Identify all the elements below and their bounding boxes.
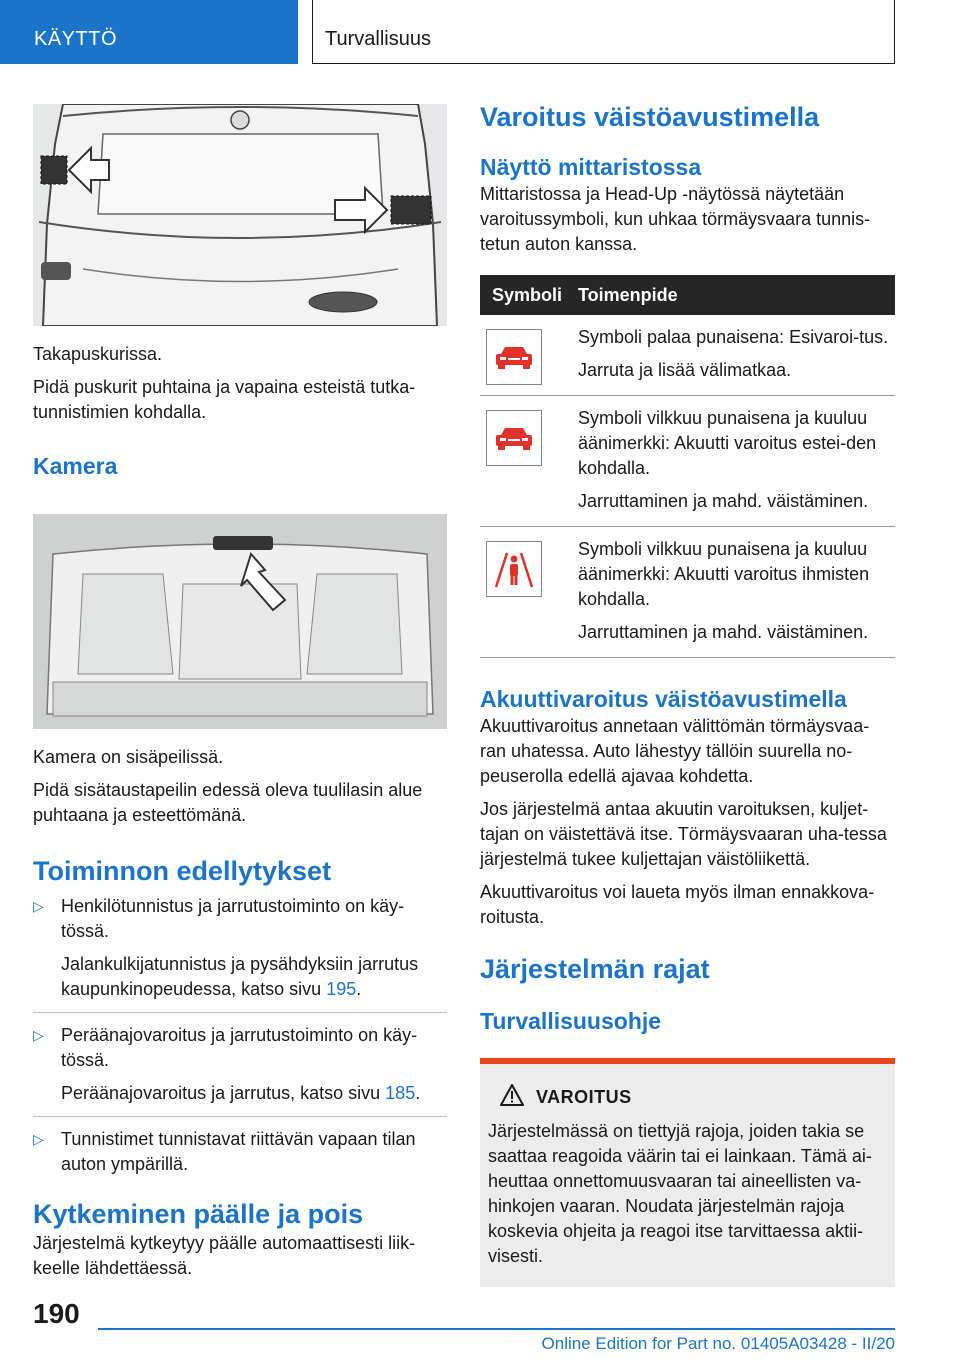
table-row bbox=[480, 527, 895, 658]
left-column bbox=[33, 104, 447, 1281]
action-text: Jarruta ja lisää välimatkaa. bbox=[578, 360, 792, 380]
paragraph-switch: Järjestelmä kytkeytyy päälle automaattisesti liik-keelle lähdettäessä. bbox=[33, 1233, 416, 1278]
rear-bumper-illustration bbox=[33, 104, 447, 326]
table-header-symbol: Symboli bbox=[480, 275, 572, 315]
list-item-subtext: Peräänajovaroitus ja jarrutus, katso sivu 185. bbox=[61, 1083, 421, 1103]
action-text: Jarruttaminen ja mahd. väistäminen. bbox=[578, 491, 869, 511]
paragraph-display-intro: Mittaristossa ja Head-Up -näytössä näytetään varoitussymboli, kun uhkaa törmäysvaara tunnis-tetun auton kanssa. bbox=[480, 184, 871, 254]
triangle-bullet-icon: ▷ bbox=[33, 898, 44, 914]
warning-text: Järjestelmässä on tiettyjä rajoja, joiden takia se saattaa reagoida väärin tai ei lainkaan. Tämä ai-heuttaa onnettomuusvaaran tai aineellisten va-hinkojen vaaran. Noudata järjestelmän rajoja koskevia ohjeita ja reagoi itse tarvittaessa aktii-visesti. bbox=[488, 1121, 872, 1266]
heading-safety: Turvallisuusohje bbox=[480, 1008, 662, 1034]
heading-kamera: Kamera bbox=[33, 453, 118, 479]
warning-title: VAROITUS bbox=[536, 1087, 632, 1107]
list-item-text: Tunnistimet tunnistavat riittävän vapaan tilan auton ympärillä. bbox=[61, 1129, 416, 1174]
list-item-text: Peräänajovaroitus ja jarrutustoiminto on käy-tössä. bbox=[61, 1025, 418, 1070]
car-warning-icon bbox=[486, 329, 542, 385]
heading-display: Näyttö mittaristossa bbox=[480, 154, 702, 180]
warning-triangle-icon bbox=[500, 1084, 524, 1111]
symbol-table bbox=[480, 275, 895, 658]
list-item bbox=[33, 894, 447, 1002]
car-warning-icon bbox=[486, 410, 542, 466]
triangle-bullet-icon: ▷ bbox=[33, 1027, 44, 1043]
conditions-list bbox=[33, 894, 447, 1177]
list-item bbox=[33, 1012, 447, 1106]
paragraph-acute-3: Akuuttivaroitus voi laueta myös ilman ennakkova-roitusta. bbox=[480, 882, 875, 927]
list-item bbox=[33, 1116, 447, 1177]
chapter-tab bbox=[312, 0, 895, 64]
paragraph-bumper-clean: Pidä puskurit puhtaina ja vapaina esteistä tutka-tunnistimien kohdalla. bbox=[33, 377, 416, 422]
action-text: Jarruttaminen ja mahd. väistäminen. bbox=[578, 622, 869, 642]
table-row bbox=[480, 396, 895, 527]
paragraph-acute-1: Akuuttivaroitus annetaan välittömän törmäysvaa-ran uhatessa. Auto lähestyy tällöin suurella no-peuserolla edellä ajavaa kohdetta. bbox=[480, 716, 870, 786]
page-link-195[interactable]: 195 bbox=[326, 979, 357, 999]
page-link-185[interactable]: 185 bbox=[385, 1083, 416, 1103]
chapter-title: Turvallisuus bbox=[325, 28, 431, 50]
page-number: 190 bbox=[33, 1298, 80, 1329]
right-column bbox=[480, 100, 895, 1287]
camera-illustration bbox=[33, 514, 447, 729]
heading-switch: Kytkeminen päälle ja pois bbox=[33, 1199, 364, 1229]
pedestrian-warning-icon bbox=[486, 541, 542, 597]
caption-camera: Kamera on sisäpeilissä. bbox=[33, 747, 224, 767]
table-header-action: Toimenpide bbox=[572, 275, 895, 315]
warning-box bbox=[480, 1058, 895, 1287]
action-text: Symboli vilkkuu punaisena ja kuuluu äänimerkki: Akuutti varoitus ihmisten kohdalla. bbox=[578, 539, 870, 609]
footer-divider bbox=[98, 1328, 895, 1330]
heading-acute-warning: Akuuttivaroitus väistöavustimella bbox=[480, 686, 847, 712]
action-text: Symboli palaa punaisena: Esivaroi-tus. bbox=[578, 327, 889, 347]
heading-conditions: Toiminnon edellytykset bbox=[33, 856, 332, 886]
table-row bbox=[480, 315, 895, 396]
caption-rear-bumper: Takapuskurissa. bbox=[33, 344, 163, 364]
heading-system-limits: Järjestelmän rajat bbox=[480, 954, 710, 984]
section-title: KÄYTTÖ bbox=[34, 28, 118, 50]
warning-title-row bbox=[500, 1084, 887, 1111]
heading-warning-assist: Varoitus väistöavustimella bbox=[480, 102, 820, 132]
paragraph-acute-2: Jos järjestelmä antaa akuutin varoituksen, kuljet-tajan on väistettävä itse. Törmäysvaaran uha-tessa järjestelmä tukee kuljettajan väistöliikettä. bbox=[480, 799, 887, 869]
triangle-bullet-icon: ▷ bbox=[33, 1131, 44, 1147]
section-tab bbox=[0, 0, 298, 64]
list-item-text: Henkilötunnistus ja jarrutustoiminto on käy-tössä. bbox=[61, 896, 405, 941]
footer-edition: Online Edition for Part no. 01405A03428 - II/20 bbox=[541, 1334, 895, 1353]
paragraph-windshield-clean: Pidä sisätaustapeilin edessä oleva tuulilasin alue puhtaana ja esteettömänä. bbox=[33, 780, 423, 825]
list-item-subtext: Jalankulkijatunnistus ja pysähdyksiin jarrutus kaupunkinopeudessa, katso sivu 195. bbox=[61, 954, 419, 999]
action-text: Symboli vilkkuu punaisena ja kuuluu äänimerkki: Akuutti varoitus estei-den kohdalla. bbox=[578, 408, 877, 478]
